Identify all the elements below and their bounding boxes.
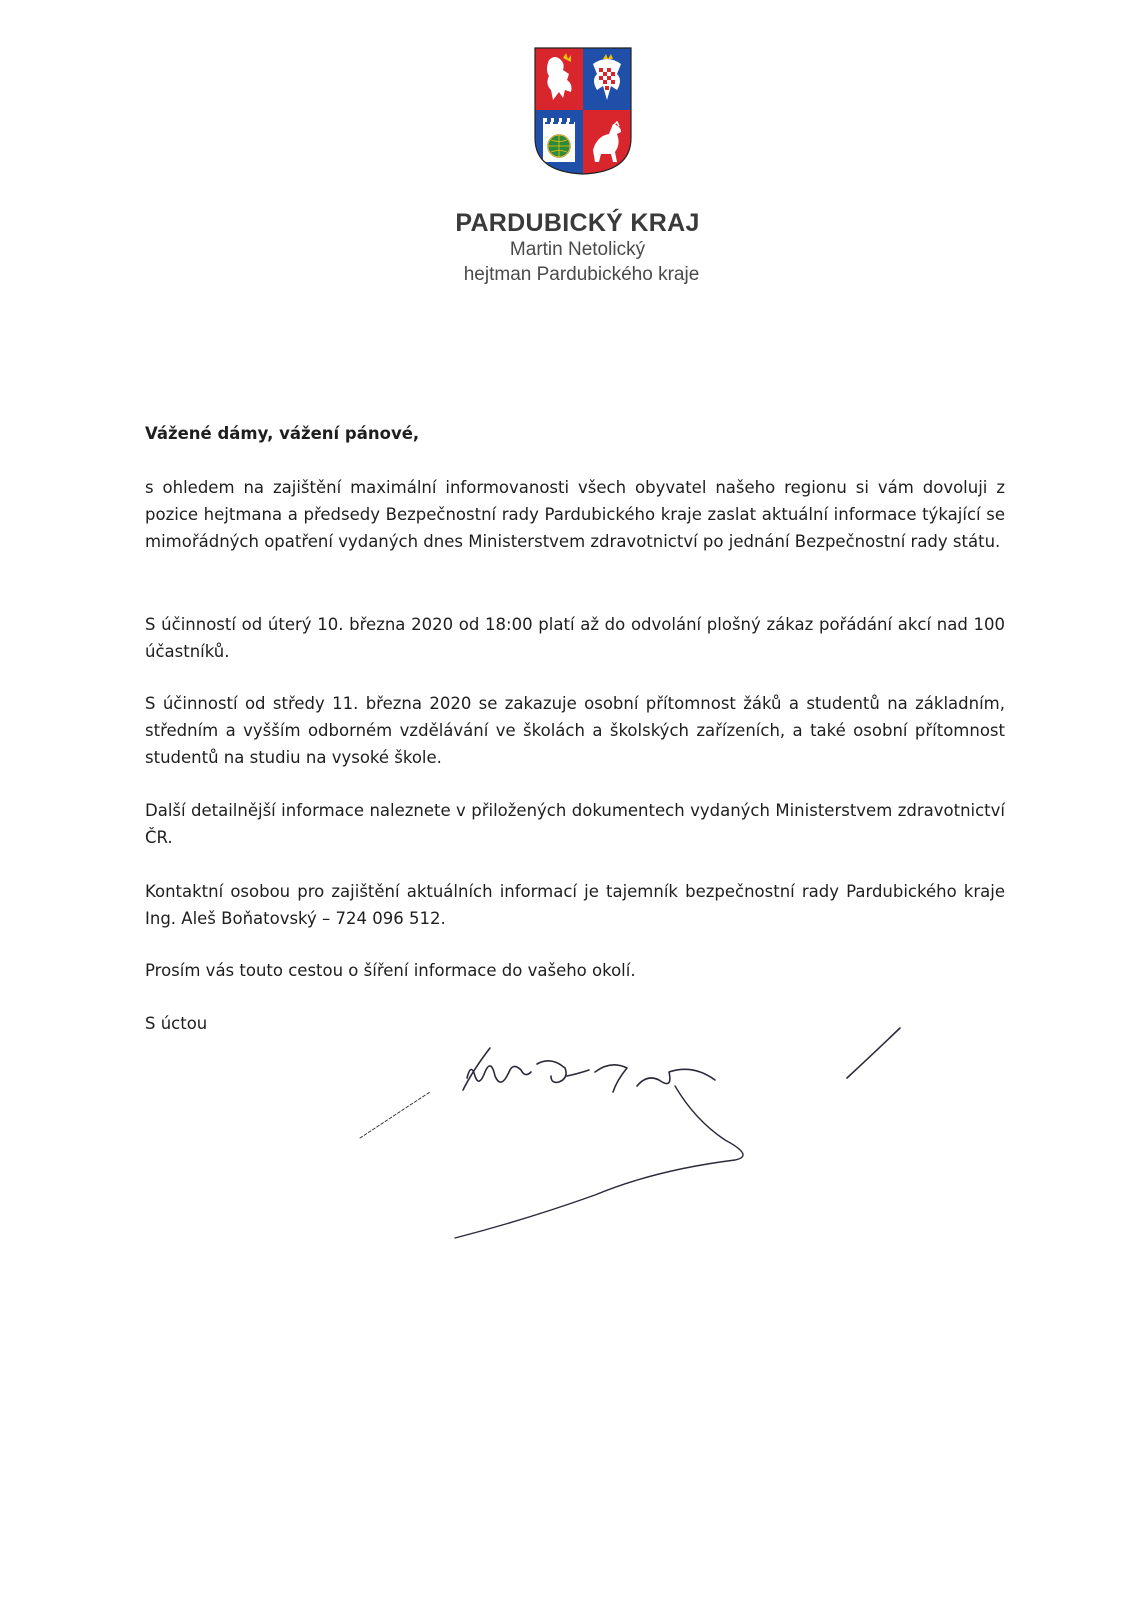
paragraph: Další detailnější informace naleznete v přiložených dokumentech vydaných Ministerstvem zdravotnictví ČR.	[145, 801, 1005, 847]
salutation: Vážené dámy, vážení pánové,	[145, 424, 420, 443]
coat-of-arms-icon	[533, 46, 633, 176]
paragraph: Prosím vás touto cestou o šíření informace do vašeho okolí.	[145, 961, 636, 980]
sender-name: Martin Netolický	[509, 239, 646, 260]
paragraph: s ohledem na zajištění maximální informovanosti všech obyvatel našeho regionu si vám dovoluji z pozice hejtmana a předsedy Bezpečnostní rady Pardubického kraje zaslat aktuální informace týkající se mimořádných opatření vydaných dnes Ministerstvem zdravotnictví po jednání Bezpečnostní rady státu.	[145, 478, 1005, 551]
organization-name: PARDUBICKÝ KRAJ	[455, 209, 700, 237]
closing: S úctou	[145, 1014, 208, 1033]
signature-icon	[355, 1020, 915, 1280]
sender-role: hejtman Pardubického kraje	[463, 264, 700, 285]
letterhead	[0, 208, 1131, 288]
paragraph: Kontaktní osobou pro zajištění aktuálních informací je tajemník bezpečnostní rady Pardubického kraje Ing. Aleš Boňatovský – 724 096 512.	[145, 882, 1005, 928]
paragraph: S účinností od úterý 10. března 2020 od 18:00 platí až do odvolání plošný zákaz pořádání akcí nad 100 účastníků.	[145, 615, 1005, 661]
paragraph: S účinností od středy 11. března 2020 se zakazuje osobní přítomnost žáků a studentů na základním, středním a vyšším odborném vzdělávání ve školách a školských zařízeních, a také osobní přítomnost studentů na studiu na vysoké škole.	[145, 694, 1005, 767]
